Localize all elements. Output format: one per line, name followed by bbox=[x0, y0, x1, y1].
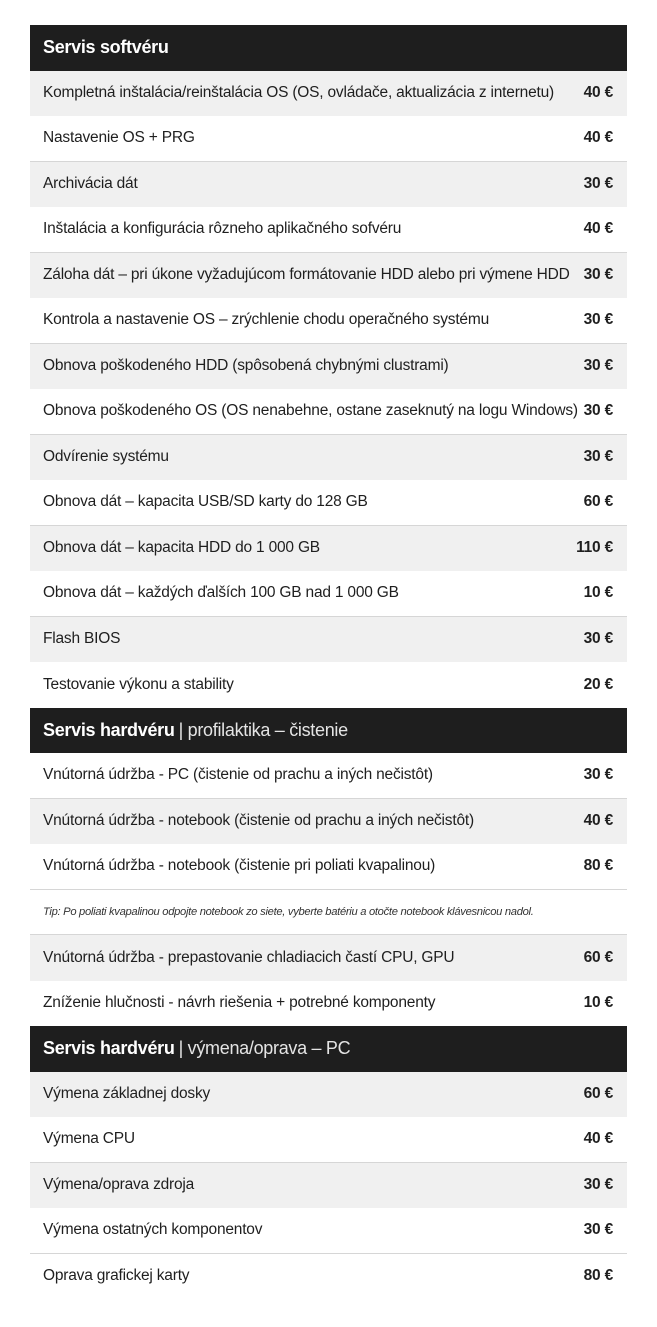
service-price: 20 € bbox=[583, 675, 613, 693]
price-row bbox=[30, 1072, 627, 1118]
price-row bbox=[30, 389, 627, 435]
price-row bbox=[30, 480, 627, 526]
service-price: 30 € bbox=[583, 1221, 613, 1239]
price-row bbox=[30, 1163, 627, 1209]
service-name: Odvírenie systému bbox=[43, 448, 169, 466]
section-subtitle: | výmena/oprava – PC bbox=[178, 1038, 351, 1059]
service-price: 30 € bbox=[583, 402, 613, 420]
service-name: Kompletná inštalácia/reinštalácia OS (OS, ovládače, aktualizácia z internetu) bbox=[43, 84, 555, 102]
service-name: Vnútorná údržba - notebook (čistenie od prachu a iných nečistôt) bbox=[43, 812, 474, 830]
section-header-hardware-cleaning bbox=[30, 708, 627, 754]
price-row bbox=[30, 162, 627, 208]
service-price: 30 € bbox=[583, 1176, 613, 1194]
service-name: Testovanie výkonu a stability bbox=[43, 675, 234, 693]
service-price: 60 € bbox=[583, 493, 613, 511]
price-row bbox=[30, 844, 627, 890]
service-name: Nastavenie OS + PRG bbox=[43, 129, 195, 147]
service-price: 110 € bbox=[576, 539, 613, 557]
service-price: 30 € bbox=[583, 311, 613, 329]
service-name: Výmena základnej dosky bbox=[43, 1085, 211, 1103]
service-name: Oprava grafickej karty bbox=[43, 1267, 190, 1285]
service-price: 40 € bbox=[583, 812, 613, 830]
service-name: Inštalácia a konfigurácia rôzneho aplikačného sofvéru bbox=[43, 220, 402, 238]
section-title: Servis hardvéru bbox=[43, 719, 175, 740]
service-name: Výmena/oprava zdroja bbox=[43, 1176, 195, 1194]
price-row bbox=[30, 753, 627, 799]
price-row bbox=[30, 571, 627, 617]
service-price: 80 € bbox=[583, 857, 613, 875]
section-subtitle: | profilaktika – čistenie bbox=[178, 719, 348, 740]
service-price: 80 € bbox=[583, 1267, 613, 1285]
price-row bbox=[30, 617, 627, 663]
price-row bbox=[30, 1208, 627, 1254]
service-name: Výmena ostatných komponentov bbox=[43, 1221, 263, 1239]
service-price: 60 € bbox=[583, 1085, 613, 1103]
price-row bbox=[30, 935, 627, 981]
service-name: Obnova poškodeného OS (OS nenabehne, ostane zaseknutý na logu Windows) bbox=[43, 402, 578, 420]
service-price: 40 € bbox=[583, 84, 613, 102]
service-name: Kontrola a nastavenie OS – zrýchlenie chodu operačného systému bbox=[43, 311, 489, 329]
service-price: 10 € bbox=[583, 584, 613, 602]
service-price: 30 € bbox=[583, 357, 613, 375]
service-price: 30 € bbox=[583, 266, 613, 284]
price-row bbox=[30, 799, 627, 845]
price-row bbox=[30, 1254, 627, 1300]
service-name: Vnútorná údržba - PC (čistenie od prachu a iných nečistôt) bbox=[43, 766, 433, 784]
price-row bbox=[30, 71, 627, 117]
service-name: Vnútorná údržba - prepastovanie chladiacich častí CPU, GPU bbox=[43, 948, 455, 966]
service-name: Záloha dát – pri úkone vyžadujúcom formátovanie HDD alebo pri výmene HDD bbox=[43, 266, 570, 284]
service-price: 30 € bbox=[583, 448, 613, 466]
service-name: Vnútorná údržba - notebook (čistenie pri poliati kvapalinou) bbox=[43, 857, 436, 875]
tip-note: Tip: Po poliati kvapalinou odpojte notebook zo siete, vyberte batériu a otočte notebook klávesnicou nadol. bbox=[30, 890, 627, 936]
service-name: Obnova dát – kapacita USB/SD karty do 128 GB bbox=[43, 493, 368, 511]
price-row bbox=[30, 253, 627, 299]
service-price: 40 € bbox=[583, 220, 613, 238]
service-price: 30 € bbox=[583, 175, 613, 193]
service-name: Obnova dát – každých ďalších 100 GB nad 1 000 GB bbox=[43, 584, 399, 602]
service-name: Obnova dát – kapacita HDD do 1 000 GB bbox=[43, 539, 320, 557]
service-name: Zníženie hlučnosti - návrh riešenia + potrebné komponenty bbox=[43, 994, 436, 1012]
service-price: 40 € bbox=[583, 1130, 613, 1148]
section-title: Servis hardvéru bbox=[43, 1038, 175, 1059]
service-price: 60 € bbox=[583, 948, 613, 966]
price-list bbox=[30, 25, 627, 1299]
service-name: Flash BIOS bbox=[43, 630, 121, 648]
price-row bbox=[30, 662, 627, 708]
service-name: Obnova poškodeného HDD (spôsobená chybnými clustrami) bbox=[43, 357, 449, 375]
service-price: 30 € bbox=[583, 630, 613, 648]
section-title: Servis softvéru bbox=[43, 37, 169, 58]
price-row bbox=[30, 526, 627, 572]
section-header-software bbox=[30, 25, 627, 71]
service-price: 30 € bbox=[583, 766, 613, 784]
service-price: 10 € bbox=[583, 994, 613, 1012]
service-name: Archivácia dát bbox=[43, 175, 138, 193]
price-row bbox=[30, 981, 627, 1027]
price-row bbox=[30, 344, 627, 390]
price-row bbox=[30, 116, 627, 162]
price-row bbox=[30, 1117, 627, 1163]
section-header-hardware-repair bbox=[30, 1026, 627, 1072]
price-row bbox=[30, 207, 627, 253]
price-row bbox=[30, 298, 627, 344]
service-price: 40 € bbox=[583, 129, 613, 147]
price-row bbox=[30, 435, 627, 481]
service-name: Výmena CPU bbox=[43, 1130, 135, 1148]
